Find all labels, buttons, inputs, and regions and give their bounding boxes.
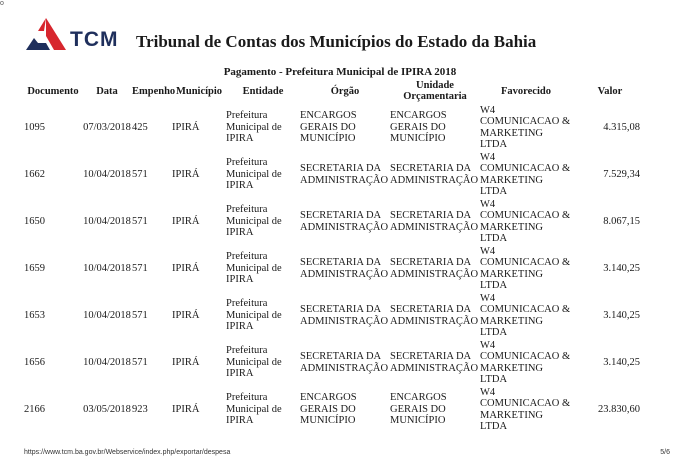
cell-orgao: SECRETARIA DA ADMINISTRAÇÃO [300,210,389,233]
cell-documento: 1662 [24,168,45,180]
cell-municipio: IPIRÁ [172,121,200,133]
col-header-empenho: Empenho [132,85,176,97]
cell-empenho: 571 [132,168,148,180]
col-header-documento: Documento [27,85,79,97]
cell-orgao: SECRETARIA DA ADMINISTRAÇÃO [300,257,389,280]
cell-valor: 7.529,34 [603,168,640,180]
cell-orgao: SECRETARIA DA ADMINISTRAÇÃO [300,351,389,374]
cell-favorecido: W4 COMUNICACAO & MARKETING LTDA [480,104,571,150]
cell-municipio: IPIRÁ [172,215,200,227]
cell-favorecido: W4 COMUNICACAO & MARKETING LTDA [480,386,571,432]
cell-municipio: IPIRÁ [172,168,200,180]
cell-unidade: SECRETARIA DA ADMINISTRAÇÃO [390,257,479,280]
corner-mark: o [0,0,4,7]
cell-documento: 2166 [24,403,45,415]
cell-data: 03/05/2018 [83,403,131,415]
cell-municipio: IPIRÁ [172,309,200,321]
cell-favorecido: W4 COMUNICACAO & MARKETING LTDA [480,339,571,385]
tcm-logo [24,16,128,52]
col-header-orgao: Órgão [330,85,360,97]
table-row [24,292,648,339]
cell-empenho: 571 [132,309,148,321]
cell-unidade: SECRETARIA DA ADMINISTRAÇÃO [390,351,479,374]
cell-data: 07/03/2018 [83,121,131,133]
col-header-valor: Valor [597,85,623,97]
table-row [24,245,648,292]
cell-orgao: SECRETARIA DA ADMINISTRAÇÃO [300,304,389,327]
cell-documento: 1095 [24,121,45,133]
cell-favorecido: W4 COMUNICACAO & MARKETING LTDA [480,245,571,291]
cell-municipio: IPIRÁ [172,356,200,368]
cell-documento: 1650 [24,215,45,227]
cell-municipio: IPIRÁ [172,262,200,274]
cell-documento: 1659 [24,262,45,274]
table-row [24,151,648,198]
cell-favorecido: W4 COMUNICACAO & MARKETING LTDA [480,198,571,244]
payments-table [24,78,648,433]
cell-empenho: 425 [132,121,148,133]
col-header-unidade: Unidade Orçamentaria [403,80,467,102]
cell-entidade: Prefeitura Municipal de IPIRA [226,204,282,239]
document-title: Pagamento - Prefeitura Municipal de IPIRA 2018 [223,66,457,78]
cell-entidade: Prefeitura Municipal de IPIRA [226,392,282,427]
cell-entidade: Prefeitura Municipal de IPIRA [226,251,282,286]
table-header-row [24,78,648,104]
organization-title: Tribunal de Contas dos Municípios do Estado da Bahia [136,32,537,51]
cell-unidade: SECRETARIA DA ADMINISTRAÇÃO [390,210,479,233]
cell-valor: 23.830,60 [598,403,640,415]
table-row [24,104,648,151]
cell-empenho: 571 [132,262,148,274]
cell-unidade: ENCARGOS GERAIS DO MUNICÍPIO [390,392,447,427]
cell-entidade: Prefeitura Municipal de IPIRA [226,157,282,192]
cell-valor: 4.315,08 [603,121,640,133]
cell-data: 10/04/2018 [83,168,131,180]
page-header [24,14,664,54]
cell-valor: 3.140,25 [603,356,640,368]
cell-data: 10/04/2018 [83,309,131,321]
col-header-entidade: Entidade [242,85,284,97]
cell-entidade: Prefeitura Municipal de IPIRA [226,110,282,145]
cell-favorecido: W4 COMUNICACAO & MARKETING LTDA [480,292,571,338]
cell-empenho: 571 [132,215,148,227]
cell-valor: 3.140,25 [603,309,640,321]
footer-url: https://www.tcm.ba.gov.br/Webservice/index.php/exportar/despesa [24,449,231,456]
tcm-triangle-icon [24,16,68,52]
cell-unidade: SECRETARIA DA ADMINISTRAÇÃO [390,163,479,186]
cell-orgao: ENCARGOS GERAIS DO MUNICÍPIO [300,110,357,145]
cell-empenho: 571 [132,356,148,368]
cell-data: 10/04/2018 [83,356,131,368]
cell-unidade: SECRETARIA DA ADMINISTRAÇÃO [390,304,479,327]
cell-entidade: Prefeitura Municipal de IPIRA [226,345,282,380]
cell-data: 10/04/2018 [83,262,131,274]
table-row [24,198,648,245]
cell-documento: 1656 [24,356,45,368]
col-header-favorecido: Favorecido [501,85,551,97]
cell-orgao: ENCARGOS GERAIS DO MUNICÍPIO [300,392,357,427]
cell-municipio: IPIRÁ [172,403,200,415]
col-header-data: Data [96,85,118,97]
table-row [24,339,648,386]
col-header-municipio: Município [175,85,223,97]
logo-text: TCM [70,28,119,51]
table-body [24,104,648,433]
table-row [24,386,648,433]
cell-entidade: Prefeitura Municipal de IPIRA [226,298,282,333]
cell-orgao: SECRETARIA DA ADMINISTRAÇÃO [300,163,389,186]
cell-valor: 3.140,25 [603,262,640,274]
cell-unidade: ENCARGOS GERAIS DO MUNICÍPIO [390,110,447,145]
cell-empenho: 923 [132,403,148,415]
cell-favorecido: W4 COMUNICACAO & MARKETING LTDA [480,151,571,197]
cell-documento: 1653 [24,309,45,321]
cell-data: 10/04/2018 [83,215,131,227]
cell-valor: 8.067,15 [603,215,640,227]
footer-page-number: 5/6 [660,449,670,456]
